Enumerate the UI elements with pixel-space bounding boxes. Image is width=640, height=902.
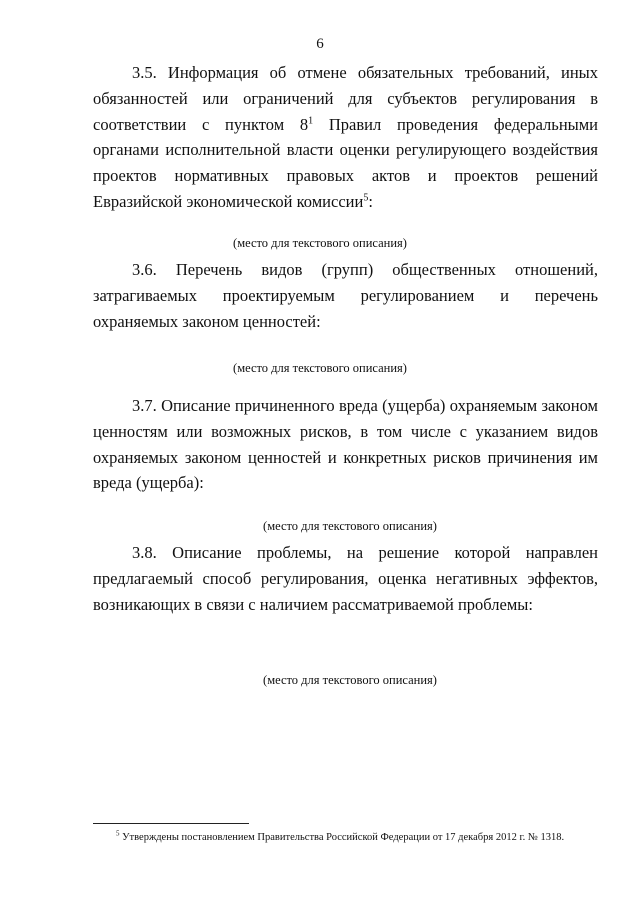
section-3-5-continuation: Правил проведения федеральными органами исполнительной власти оценки регулирующего воздействия проектов нормативных правовых актов и проектов решений Евразийской экономической комиссии xyxy=(93,114,599,211)
footnote-text: Утверждены постановлением Правительства Российской Федерации от 17 декабря 2012 г. № 1318. xyxy=(119,832,565,843)
section-3-5-main: 3.5. Информация об отмене обязательных требований, иных обязанностей или ограничений для субъектов регулирования в соответствии с пунктом 8 xyxy=(93,63,598,134)
section-3-5-placeholder: (место для текстового описания) xyxy=(233,236,407,250)
section-3-5-text xyxy=(93,60,598,215)
page-number: 6 xyxy=(316,36,324,52)
section-3-6-placeholder: (место для текстового описания) xyxy=(233,361,407,375)
section-3-8-placeholder: (место для текстового описания) xyxy=(263,673,437,687)
section-3-8-text: 3.8. Описание проблемы, на решение которой направлен предлагаемый способ регулирования, оценка негативных эффектов, возникающих в связи с наличием рассматриваемой проблемы: xyxy=(93,543,598,614)
footnote-marker: 5 xyxy=(116,829,120,838)
section-3-7-text: 3.7. Описание причиненного вреда (ущерба) охраняемым законом ценностям или возможных рисков, в том числе с указанием видов охраняемых законом ценностей и конкретных рисков причинения им вреда (ущерба): xyxy=(93,396,598,493)
section-3-7-placeholder: (место для текстового описания) xyxy=(263,519,437,533)
section-3-5-sup-mid: 1 xyxy=(308,115,314,127)
section-3-5-end: : xyxy=(368,191,373,211)
footnote-rule xyxy=(93,823,249,824)
section-3-5-footnote-ref: 5 xyxy=(363,192,369,204)
section-3-6-text: 3.6. Перечень видов (групп) общественных отношений, затрагиваемых проектируемым регулированием и перечень охраняемых законом ценностей: xyxy=(93,260,598,331)
footnote xyxy=(116,829,565,843)
